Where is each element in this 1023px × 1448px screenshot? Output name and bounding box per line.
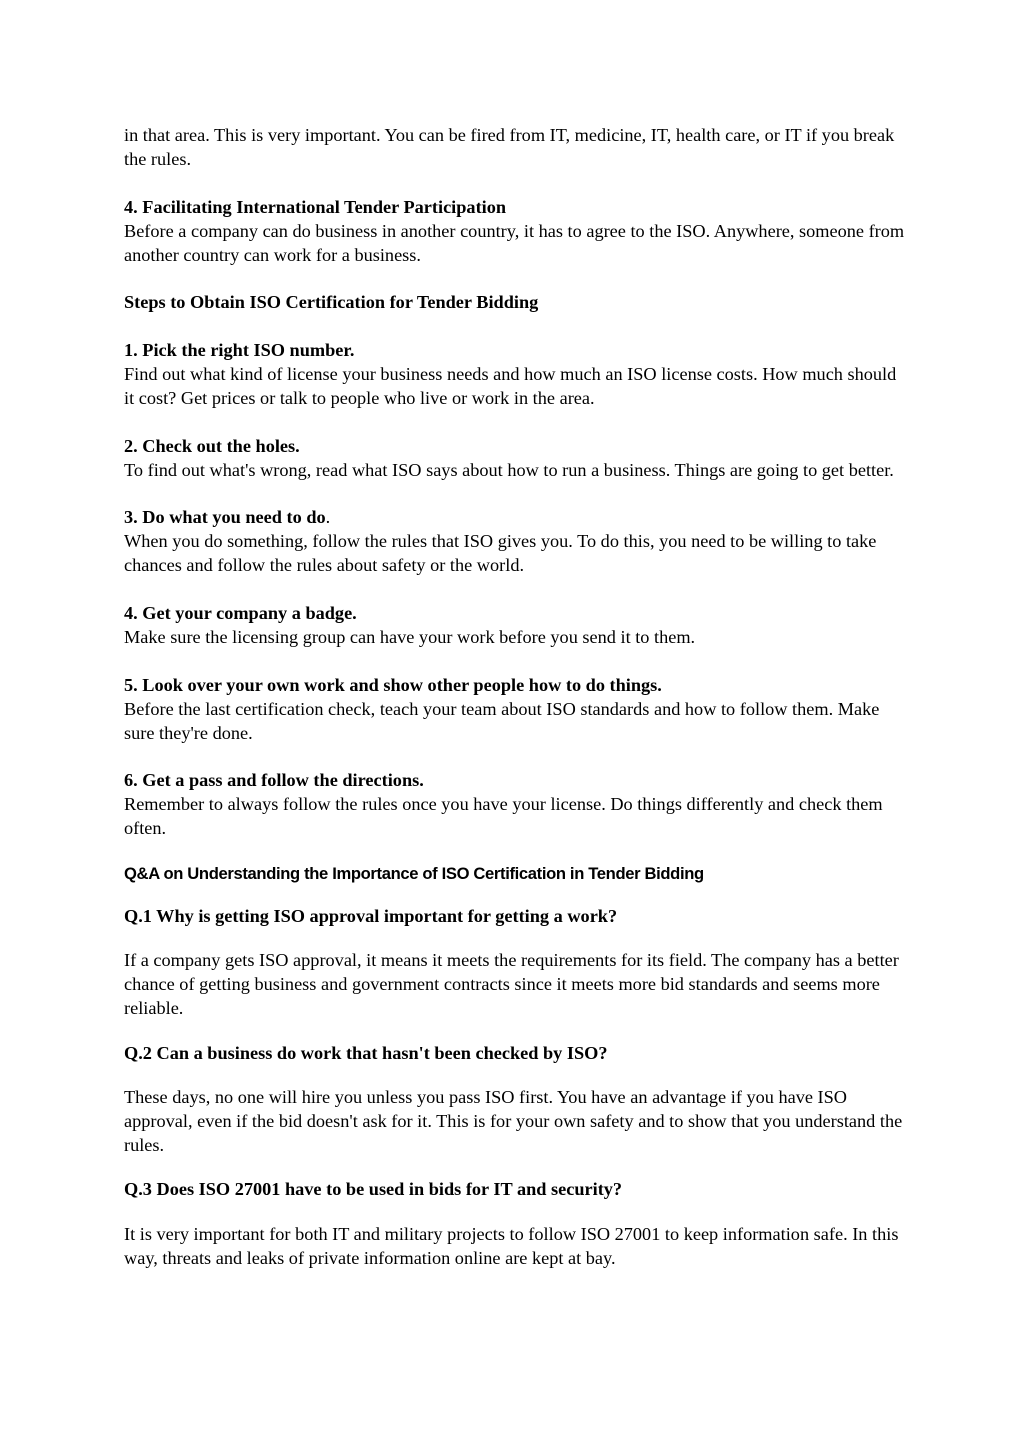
step-heading-text: 3. Do what you need to do [124, 507, 326, 528]
step-2 [124, 435, 909, 483]
qa-question: Q.2 Can a business do work that hasn't been checked by ISO? [124, 1042, 608, 1063]
document-body [124, 124, 909, 1271]
step-4 [124, 602, 909, 650]
steps-heading: Steps to Obtain ISO Certification for Tender Bidding [124, 292, 539, 313]
step-heading [124, 435, 909, 459]
step-body: When you do something, follow the rules that ISO gives you. To do this, you need to be willing to take chances and follow the rules about safety or the world. [124, 531, 877, 576]
qa-answer: It is very important for both IT and military projects to follow ISO 27001 to keep information safe. In this way, threats and leaks of private information online are kept at bay. [124, 1223, 899, 1268]
qa-question: Q.1 Why is getting ISO approval important for getting a work? [124, 906, 618, 927]
qa-item-1 [124, 905, 909, 1021]
step-3 [124, 506, 909, 578]
qa-question: Q.3 Does ISO 27001 have to be used in bids for IT and security? [124, 1179, 623, 1200]
step-heading-text: 2. Check out the holes. [124, 435, 300, 456]
step-heading-text: 1. Pick the right ISO number. [124, 340, 355, 361]
qa-answer: If a company gets ISO approval, it means it meets the requirements for its field. The company has a better chance of getting business and government contracts since it meets more bid standards and seems more reliable. [124, 950, 899, 1019]
qa-heading: Q&A on Understanding the Importance of ISO Certification in Tender Bidding [124, 864, 704, 884]
step-body: Make sure the licensing group can have your work before you send it to them. [124, 626, 696, 647]
step-heading [124, 602, 909, 626]
step-body: Before the last certification check, teach your team about ISO standards and how to follow them. Make sure they're done. [124, 698, 880, 743]
qa-item-3 [124, 1178, 909, 1270]
step-6 [124, 769, 909, 841]
step-heading [124, 339, 909, 363]
step-5 [124, 674, 909, 746]
step-heading-text: 6. Get a pass and follow the directions. [124, 770, 424, 791]
step-heading [124, 674, 909, 698]
step-heading-text: 4. Get your company a badge. [124, 603, 357, 624]
qa-item-2 [124, 1042, 909, 1158]
step-heading-text: 5. Look over your own work and show other people how to do things. [124, 674, 662, 695]
step-1 [124, 339, 909, 411]
step-body: Find out what kind of license your business needs and how much an ISO license costs. How much should it cost? Get prices or talk to people who live or work in the area. [124, 364, 897, 408]
step-heading-suffix: . [325, 507, 331, 528]
step-body: Remember to always follow the rules once you have your license. Do things differently and check them often. [124, 794, 883, 839]
qa-answer: These days, no one will hire you unless you pass ISO first. You have an advantage if you have ISO approval, even if the bid doesn't ask for it. This is for your own safety and to show that you understand the rules. [124, 1087, 903, 1155]
step-heading [124, 769, 909, 793]
intro-paragraph: in that area. This is very important. You can be fired from IT, medicine, IT, health care, or IT if you break the rules. [124, 125, 895, 169]
section-body: Before a company can do business in another country, it has to agree to the ISO. Anywhere, someone from another country can work for a business. [124, 220, 905, 265]
step-heading [124, 506, 909, 530]
section-international-tender [124, 196, 909, 268]
step-body: To find out what's wrong, read what ISO says about how to run a business. Things are going to get better. [124, 459, 894, 480]
section-heading: 4. Facilitating International Tender Participation [124, 196, 507, 217]
